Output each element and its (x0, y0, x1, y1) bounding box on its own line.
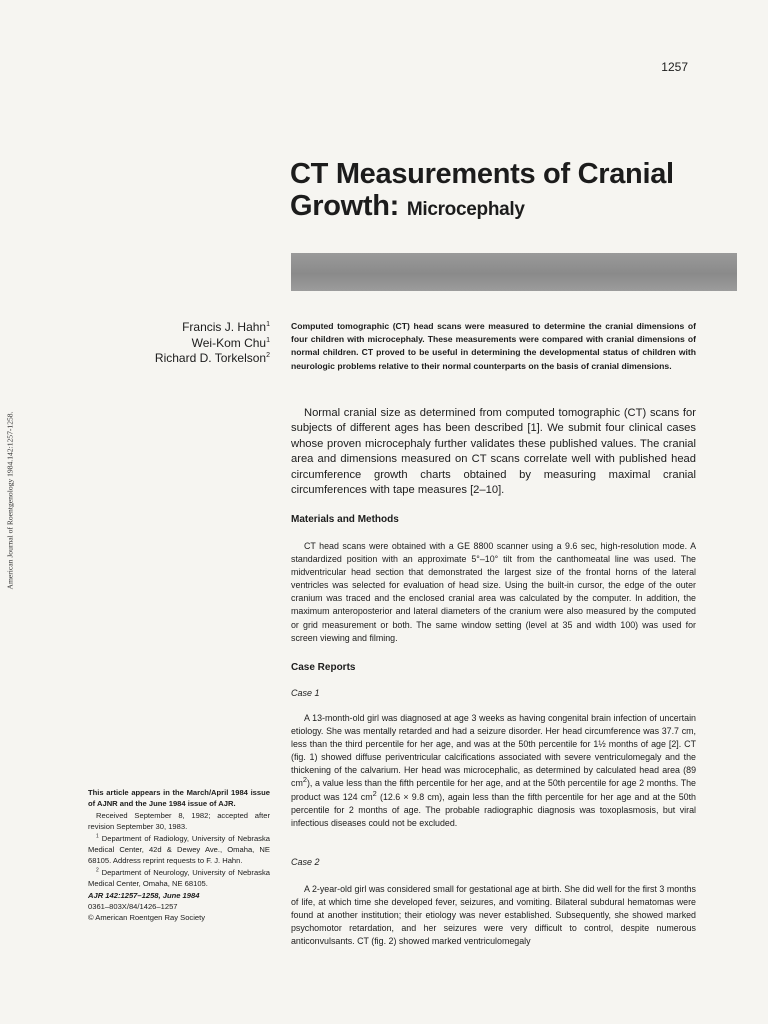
author-3 (60, 351, 270, 367)
title-banner (291, 253, 737, 291)
case-1-paragraph (291, 712, 696, 830)
abstract: Computed tomographic (CT) head scans were measured to determine the cranial dimensions of four children with microcephaly. These measurements were compared with cranial dimensions of normal children. CT proved to be useful in determining the developmental status of children with neurologic problems relative to their normal counterparts on the basis of cranial dimensions. (291, 321, 696, 371)
superscript: 2 (372, 788, 377, 798)
footnote-marker: 1 (96, 833, 99, 840)
author-name: Richard D. Torkelson (154, 351, 267, 365)
side-citation: American Journal of Roentgenology 1984.142:1257-1258. (5, 411, 15, 590)
intro-paragraph: Normal cranial size as determined from computed tomographic (CT) scans for subjects of different ages has been described [1]. We submit four clinical cases whose proven microcephaly further validates these published values. The cranial area and dimensions measured on CT scans correlate well with published head circumference growth charts obtained by measuring maximal cranial circumferences with tape measures [2–10]. (291, 407, 696, 497)
footnote-marker: 2 (96, 867, 99, 874)
footnotes (88, 788, 270, 923)
case-2-label: Case 2 (291, 857, 320, 867)
case-1-label: Case 1 (291, 688, 320, 698)
title-line-2 (290, 190, 750, 226)
journal-citation: AJR 142:1257–1258, June 1984 (88, 891, 200, 901)
author-list (60, 320, 270, 367)
section-heading-cases: Case Reports (291, 662, 356, 673)
footnote-1 (88, 834, 270, 866)
author-name: Francis J. Hahn (182, 320, 267, 334)
case-1-text: (12.6 × 9.8 cm), again less than the fifth percentile for her age and at the 50th percentile for 2 months of age. The probable radiographic diagnosis was toxoplasmosis, but viral infectious diseases could not be excluded. (291, 791, 696, 828)
footnote-2 (88, 868, 270, 889)
author-1 (60, 320, 270, 336)
author-affil: 1 (266, 336, 270, 344)
author-name: Wei-Kom Chu (191, 335, 267, 350)
section-heading-materials: Materials and Methods (291, 514, 399, 525)
footnote-appears: This article appears in the March/April 1984 issue of AJNR and the June 1984 issue of AJR. (88, 788, 270, 808)
author-affil: 1 (266, 321, 270, 328)
article-title (290, 158, 750, 226)
footnote-text: Department of Radiology, University of Nebraska Medical Center, 42d & Dewey Ave., Omaha, NE 68105. Address reprint requests to F. J. Hahn. (88, 834, 270, 865)
title-growth: Growth: (290, 190, 400, 222)
case-1-text: ), a value less than the fifth percentile for her age, and at the 50th percentile for age 2 months. The product was 124 cm (291, 778, 696, 802)
footnote-received: Received September 8, 1982; accepted after revision September 30, 1983. (88, 811, 270, 831)
author-2 (60, 336, 270, 352)
copyright: © American Roentgen Ray Society (88, 912, 206, 922)
journal-code: 0361–803X/84/1426–1257 (88, 901, 178, 911)
case-1-text: A 13-month-old girl was diagnosed at age 3 weeks as having congenital brain infection of uncertain etiology. She was mentally retarded and had a seizure disorder. Her head circumference was 37.7 cm, less than the third percentile for her age, and was at the 50th percentile for 1½ months of age [2]. CT (fig. 1) showed diffuse periventricular calcifications associated with severe ventriculomegaly and the thickening of the calvarium. Her head was microcephalic, as determined by calculated head area (89 cm (291, 713, 696, 789)
title-line-1: CT Measurements of Cranial (290, 158, 674, 190)
title-subtitle: Microcephaly (406, 199, 525, 220)
page-number: 1257 (661, 60, 688, 74)
case-2-paragraph: A 2-year-old girl was considered small for gestational age at birth. She did well for the first 3 months of life, at which time she developed fever, seizures, and vomiting. Bilateral subdural hematomas were found at another institution; their etiology was never established. Subsequently, she showed marked psychomotor retardation, and her seizures were very difficult to control, despite numerous anticonvulsants. CT (fig. 2) showed marked ventriculomegaly (291, 884, 696, 947)
materials-paragraph: CT head scans were obtained with a GE 8800 scanner using a 9.6 sec, high-resolution mode. A standardized position with an approximate 5°–10° tilt from the canthomeatal line was used. The midventricular head section that demonstrated the largest size of the frontal horns of the lateral ventricles was selected for evaluation of head size. Using the built-in cursor, the edge of the outer cranium was traced and the enclosed cranial area was calculated by the computer. In addition, the maximum anteroposterior and lateral diameters of the cranium were also measured by the computed or grid measurement or both. The same window setting (level at 35 and width 100) was used for screen viewing and filming. (291, 541, 696, 643)
footnote-text: Department of Neurology, University of Nebraska Medical Center, Omaha, NE 68105. (88, 868, 270, 888)
author-affil: 2 (266, 352, 270, 359)
superscript: 2 (302, 775, 307, 785)
